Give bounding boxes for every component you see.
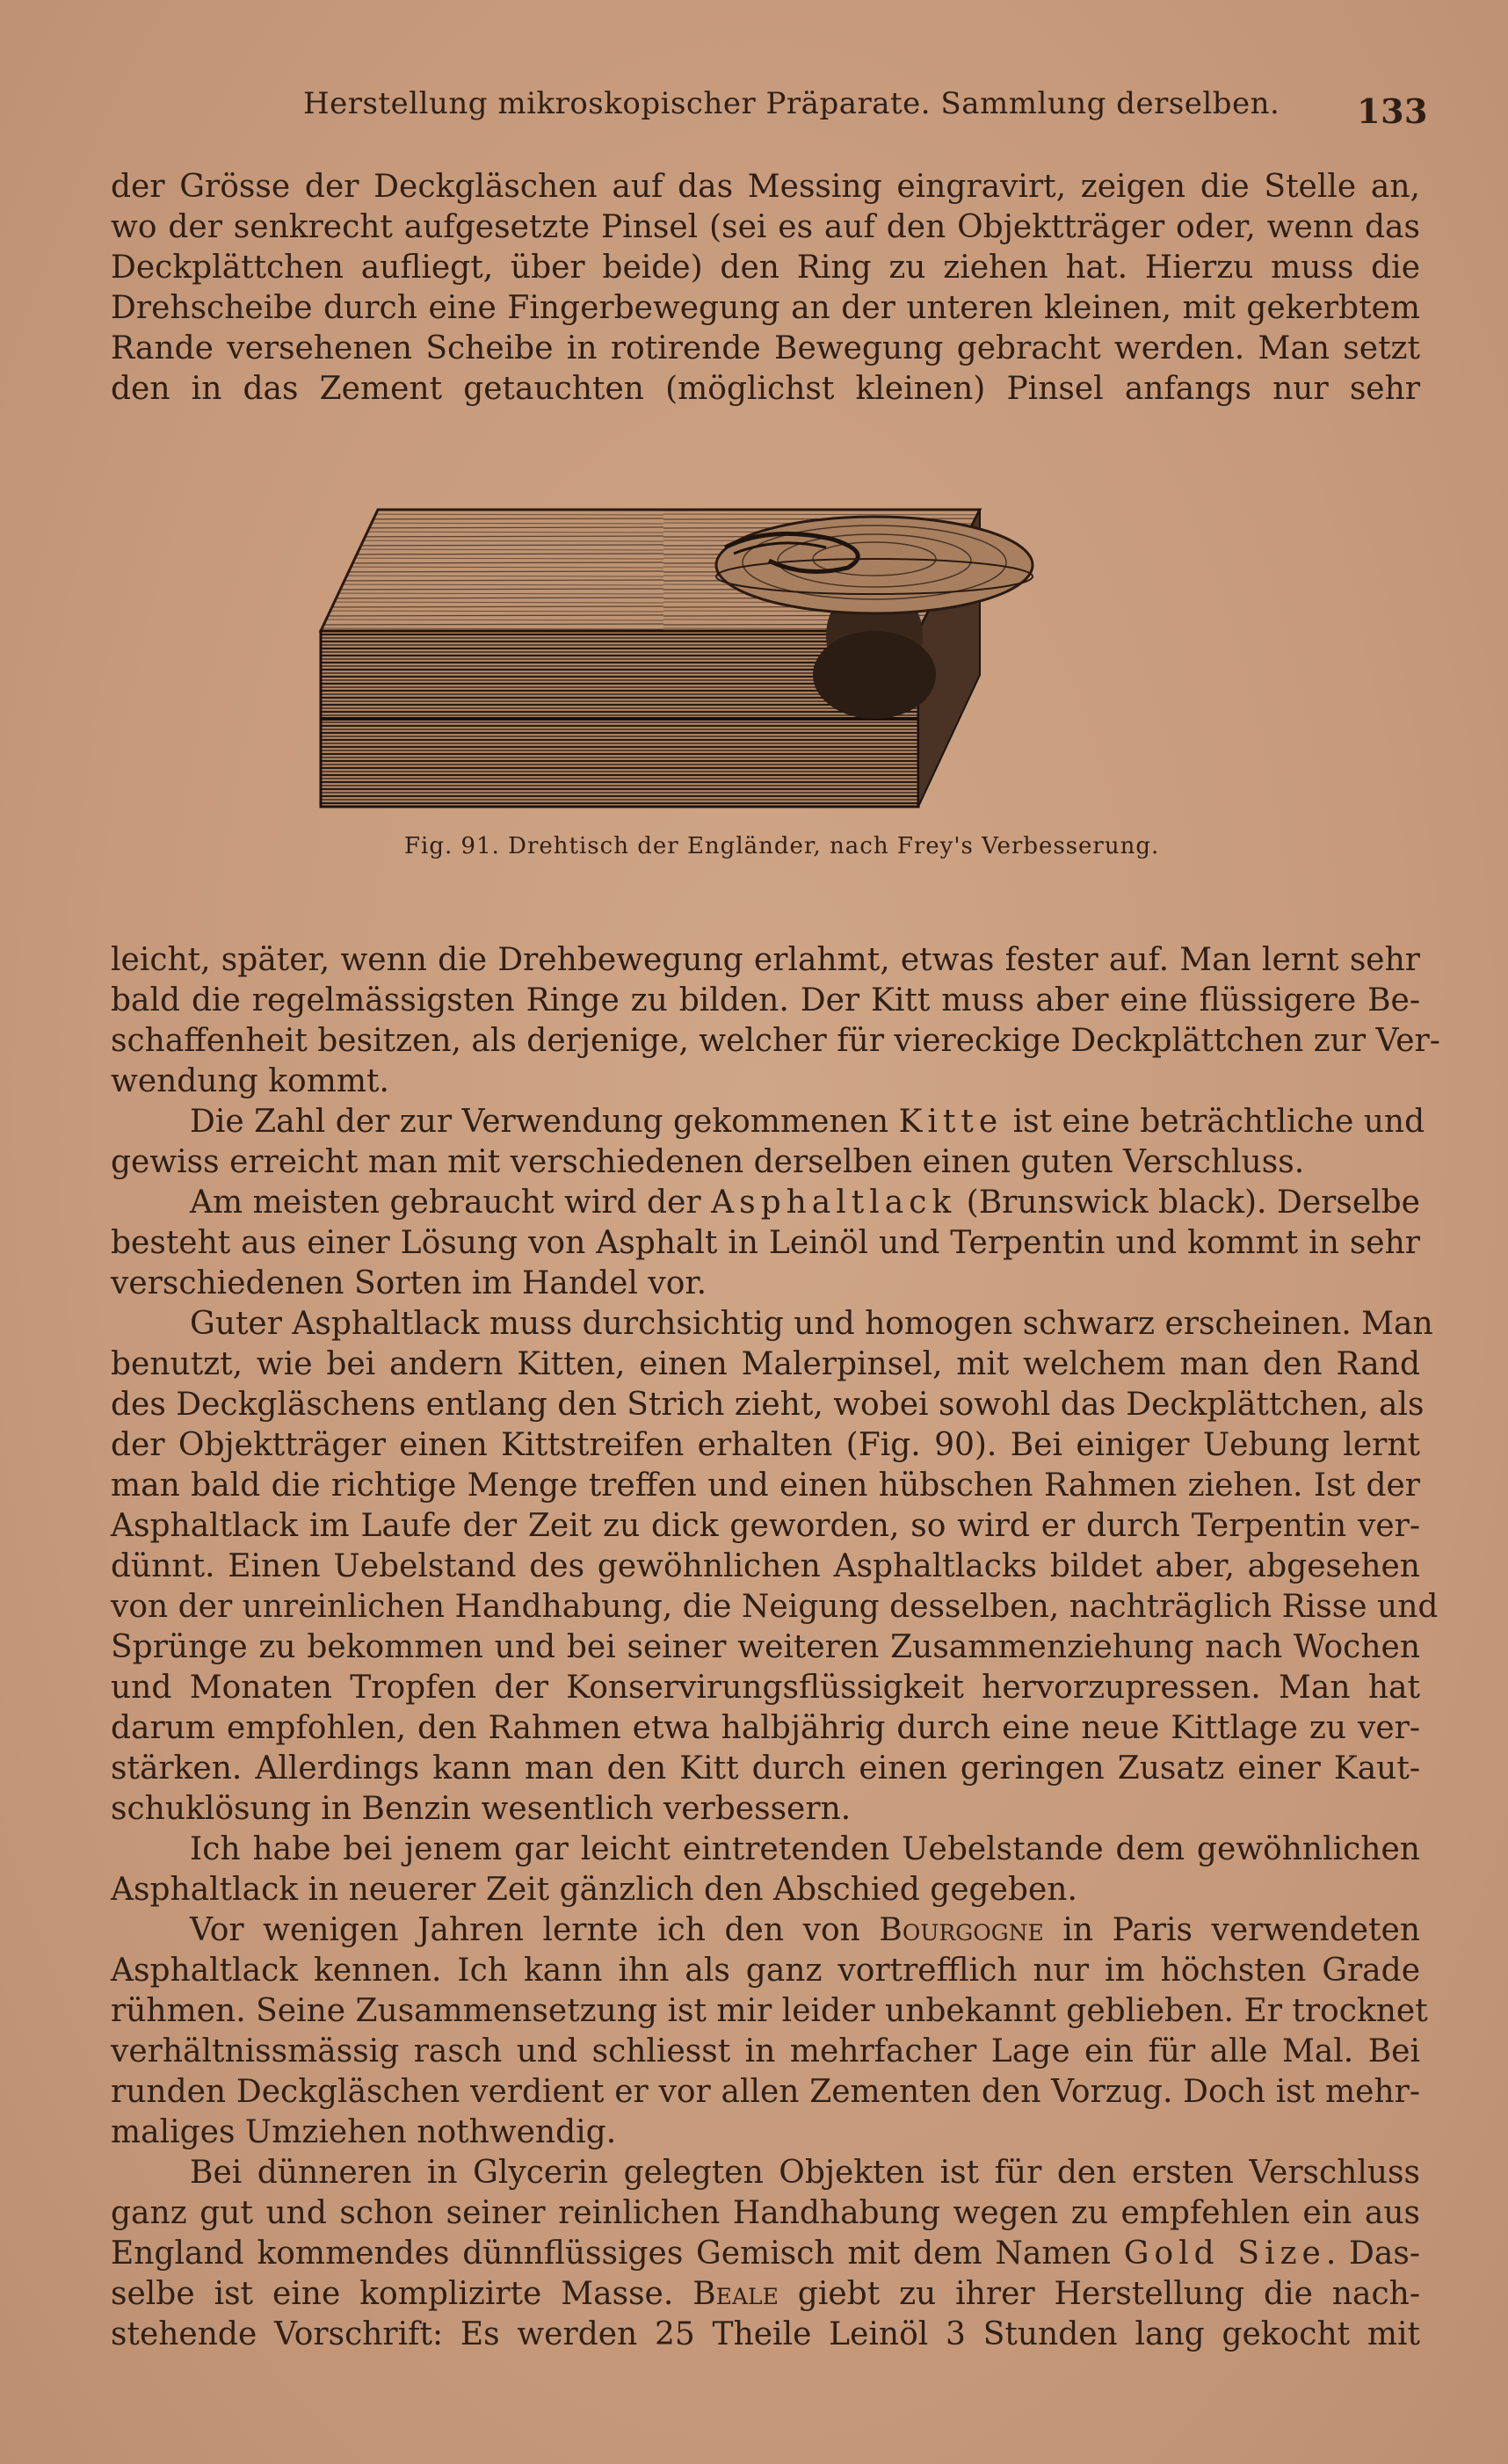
page-number: 133 — [1357, 91, 1428, 131]
text-line: leicht, später, wenn die Drehbewegung erlahmt, etwas fester auf. Man lernt sehr — [111, 942, 1420, 978]
text-line: von der unreinlichen Handhabung, die Neigung desselben, nachträglich Risse und — [111, 1589, 1439, 1625]
text-line: Asphaltlack im Laufe der Zeit zu dick geworden, so wird er durch Terpentin ver- — [111, 1508, 1420, 1544]
text-line: wendung kommt. — [111, 1063, 389, 1099]
text-line: Sprünge zu bekommen und bei seiner weiteren Zusammenziehung nach Wochen — [111, 1629, 1420, 1665]
text-line: Asphaltlack in neuerer Zeit gänzlich den Abschied gegeben. — [111, 1872, 1077, 1908]
paragraph-continued — [111, 167, 1420, 409]
header-title: Herstellung mikroskopischer Präparate. Sammlung derselben. — [303, 86, 1280, 121]
figure-caption: Fig. 91. Drehtisch der Engländer, nach Frey's Verbesserung. — [404, 833, 1160, 859]
text-line: gewiss erreicht man mit verschiedenen derselben einen guten Verschluss. — [111, 1144, 1305, 1180]
text-line: des Deckgläschens entlang den Strich zieht, wobei sowohl das Deckplättchen, als — [111, 1387, 1425, 1423]
text-line: wo der senkrecht aufgesetzte Pinsel (sei es auf den Objektträger oder, wenn das — [111, 209, 1420, 245]
spaced-term: Kitte — [898, 1104, 1004, 1140]
text-line: maliges Umziehen nothwendig. — [111, 2114, 617, 2150]
text-line: man bald die richtige Menge treffen und einen hübschen Rahmen ziehen. Ist der — [111, 1468, 1420, 1504]
text-line: verhältnissmässig rasch und schliesst in mehrfacher Lage ein für alle Mal. Bei — [111, 2033, 1420, 2069]
text-line: bald die regelmässigsten Ringe zu bilden. Der Kitt muss aber eine flüssigere Be- — [111, 982, 1420, 1018]
text-line: Deckplättchen aufliegt, über beide) den Ring zu ziehen hat. Hierzu muss die — [111, 250, 1420, 286]
text-line: Die Zahl der zur Verwendung gekommenen Kitte ist eine beträchtliche und — [190, 1104, 1425, 1140]
author-name: Bourgogne — [879, 1912, 1044, 1948]
text-line: rühmen. Seine Zusammensetzung ist mir leider unbekannt geblieben. Er trocknet — [111, 1993, 1428, 2029]
text-line: Vor wenigen Jahren lernte ich den von Bourgogne in Paris verwendeten — [190, 1912, 1421, 1948]
text-line: Am meisten gebraucht wird der Asphaltlack (Brunswick black). Derselbe — [190, 1185, 1420, 1221]
text-line: Bei dünneren in Glycerin gelegten Objekten ist für den ersten Verschluss — [190, 2155, 1420, 2191]
text-line: schuklösung in Benzin wesentlich verbessern. — [111, 1791, 852, 1827]
text-line: benutzt, wie bei andern Kitten, einen Malerpinsel, mit welchem man den Rand — [111, 1346, 1420, 1382]
figure-turntable-illustration — [312, 499, 1226, 815]
text-line: Guter Asphaltlack muss durchsichtig und homogen schwarz erscheinen. Man — [190, 1306, 1433, 1342]
text-line: der Objektträger einen Kittstreifen erhalten (Fig. 90). Bei einiger Uebung lernt — [111, 1427, 1420, 1463]
text-line: dünnt. Einen Uebelstand des gewöhnlichen Asphaltlacks bildet aber, abgesehen — [111, 1548, 1420, 1584]
text-line: runden Deckgläschen verdient er vor allen Zementen den Vorzug. Doch ist mehr- — [111, 2074, 1420, 2110]
text-line: England kommendes dünnflüssiges Gemisch mit dem Namen Gold Size. Das- — [111, 2236, 1420, 2272]
spaced-term: Asphaltlack — [711, 1185, 957, 1221]
text-line: Asphaltlack kennen. Ich kann ihn als ganz vortrefflich nur im höchsten Grade — [111, 1953, 1420, 1989]
running-header — [303, 86, 1428, 139]
text-line: besteht aus einer Lösung von Asphalt in Leinöl und Terpentin und kommt in sehr — [111, 1225, 1420, 1261]
text-line: ganz gut und schon seiner reinlichen Handhabung wegen zu empfehlen ein aus — [111, 2195, 1420, 2231]
text-line: stehende Vorschrift: Es werden 25 Theile Leinöl 3 Stunden lang gekocht mit — [111, 2316, 1420, 2352]
author-name: Beale — [692, 2276, 779, 2312]
text-line: Ich habe bei jenem gar leicht eintretenden Uebelstande dem gewöhnlichen — [190, 1831, 1420, 1867]
spaced-term: Gold Size — [1123, 2236, 1326, 2272]
body-text — [111, 940, 1440, 2355]
text-line: und Monaten Tropfen der Konservirungsflüssigkeit hervorzupressen. Man hat — [111, 1670, 1420, 1706]
text-line: stärken. Allerdings kann man den Kitt durch einen geringen Zusatz einer Kaut- — [111, 1750, 1420, 1786]
text-line: der Grösse der Deckgläschen auf das Messing eingravirt, zeigen die Stelle an, — [111, 169, 1420, 205]
text-line: den in das Zement getauchten (möglichst kleinen) Pinsel anfangs nur sehr — [111, 371, 1420, 407]
text-line: Rande versehenen Scheibe in rotirende Bewegung gebracht werden. Man setzt — [111, 330, 1420, 366]
text-line: Drehscheibe durch eine Fingerbewegung an der unteren kleinen, mit gekerbtem — [111, 290, 1420, 326]
text-line: verschiedenen Sorten im Handel vor. — [111, 1265, 707, 1301]
text-line: schaffenheit besitzen, als derjenige, welcher für viereckige Deckplättchen zur Ver- — [111, 1023, 1440, 1059]
text-line: darum empfohlen, den Rahmen etwa halbjährig durch eine neue Kittlage zu ver- — [111, 1710, 1420, 1746]
text-line: selbe ist eine komplizirte Masse. Beale giebt zu ihrer Herstellung die nach- — [111, 2276, 1420, 2312]
